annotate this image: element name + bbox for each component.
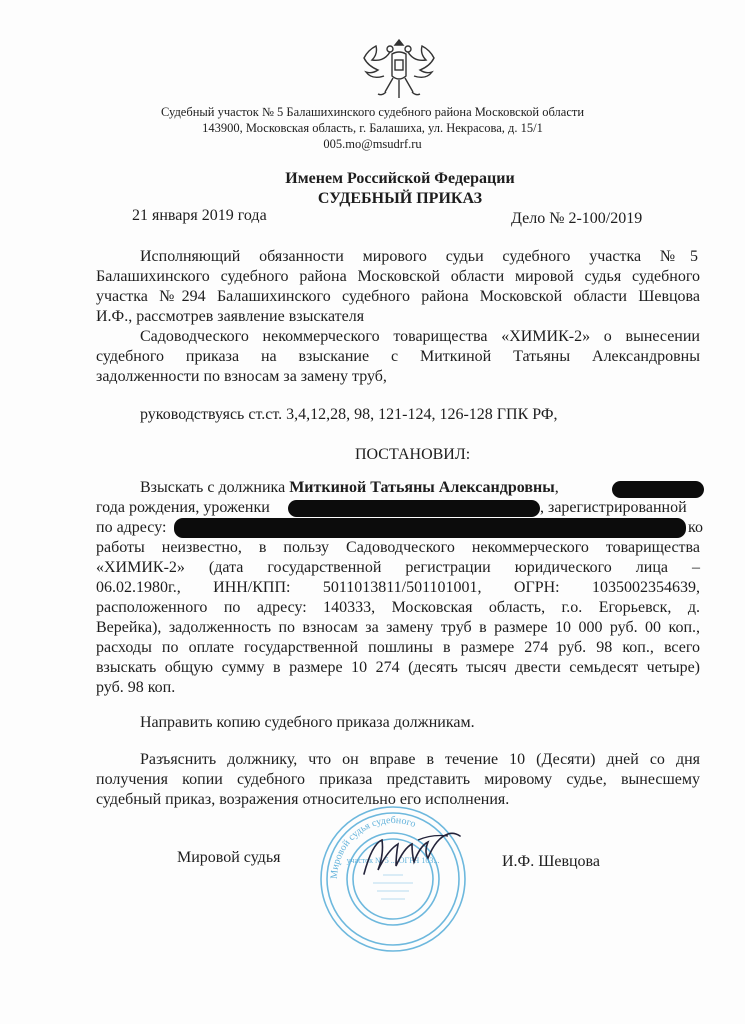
explain-line-1: Разъяснить должнику, что он вправе в течение 10 (Десяти) дней со дня [140,751,700,768]
ruled-heading: ПОСТАНОВИЛ: [355,446,471,463]
title-line-1: Именем Российской Федерации [285,170,515,187]
order-line-1: Взыскать с должника Миткиной Татьяны Александровны, [140,479,559,496]
intro-line-7: задолженности по взносам за замену труб, [96,368,387,385]
order-line-5: «ХИМИК-2» (дата государственной регистрации юридического лица – [96,559,700,576]
stamp-inner-text: участок № 5 ... ОГРН 103... [346,856,440,865]
redaction-birthdate [612,481,704,498]
explain-line-3: судебный приказ, возражения относительно его исполнения. [96,791,510,808]
order-line-3b: ко [688,519,703,536]
intro-line-2: Балашихинского судебного района Московской области мировой судья судебного [96,268,700,285]
court-email: 005.mo@msudrf.ru [323,137,422,151]
order-line-3a: по адресу: [96,519,167,536]
debtor-name: Миткиной Татьяны Александровны [289,479,555,496]
send-copy: Направить копию судебного приказа должникам. [140,714,475,731]
explain-line-2: получения копии судебного приказа представить мировому судье, вынесшему [96,771,700,788]
case-number: Дело № 2-100/2019 [511,210,643,227]
coat-of-arms-icon [360,36,438,102]
redaction-birthplace [288,500,540,517]
intro-line-1: Исполняющий обязанности мирового судьи судебного участка №5 [140,248,698,265]
signature-name: И.Ф. Шевцова [502,853,600,870]
redaction-address [174,518,686,538]
order-line-10: взыскать общую сумму в размере 10 274 (десять тысяч двести семьдесят четыре) [96,659,700,676]
stamp-top-text: Мировой судья судебного [328,814,418,880]
order-line-9: расходы по оплате государственной пошлины в размере 274 руб. 98 коп., всего [96,639,700,656]
order-line-6: 06.02.1980г., ИНН/КПП: 5011013811/501101001, ОГРН: 1035002354639, [96,579,700,596]
order-line-8: Верейка), задолженность по взносам за замену труб в размере 10 000 руб. 00 коп., [96,619,700,636]
court-address: 143900, Московская область, г. Балашиха, ул. Некрасова, д. 15/1 [202,121,543,135]
order-line-11: руб. 98 коп. [96,679,176,696]
order-line-7: расположенного по адресу: 140333, Московская область, г.о. Егорьевск, д. [96,599,700,616]
order-line-2a: года рождения, уроженки [96,499,270,516]
title-line-2: СУДЕБНЫЙ ПРИКАЗ [317,190,483,207]
order-line-4: работы неизвестно, в пользу Садоводческого некоммерческого товарищества [96,539,700,556]
order-verb: Взыскать с должника [140,479,286,496]
intro-line-3: участка №294 Балашихинского судебного района Московской области Шевцова [96,288,700,305]
intro-line-4: И.Ф., рассмотрев заявление взыскателя [96,308,365,325]
order-date: 21 января 2019 года [132,207,267,224]
intro-line-6: судебного приказа на взыскание с Миткиной Татьяны Александровны [96,348,700,365]
intro-line-5: Садоводческого некоммерческого товарищества «ХИМИК-2» о вынесении [140,328,700,345]
guided-by: руководствуясь ст.ст. 3,4,12,28, 98, 121-124, 126-128 ГПК РФ, [140,406,558,423]
judge-signature [360,826,470,886]
court-name: Судебный участок № 5 Балашихинского судебного района Московской области [160,105,585,119]
signature-role: Мировой судья [177,849,281,866]
order-line-2b: , зарегистрированной [540,499,687,516]
